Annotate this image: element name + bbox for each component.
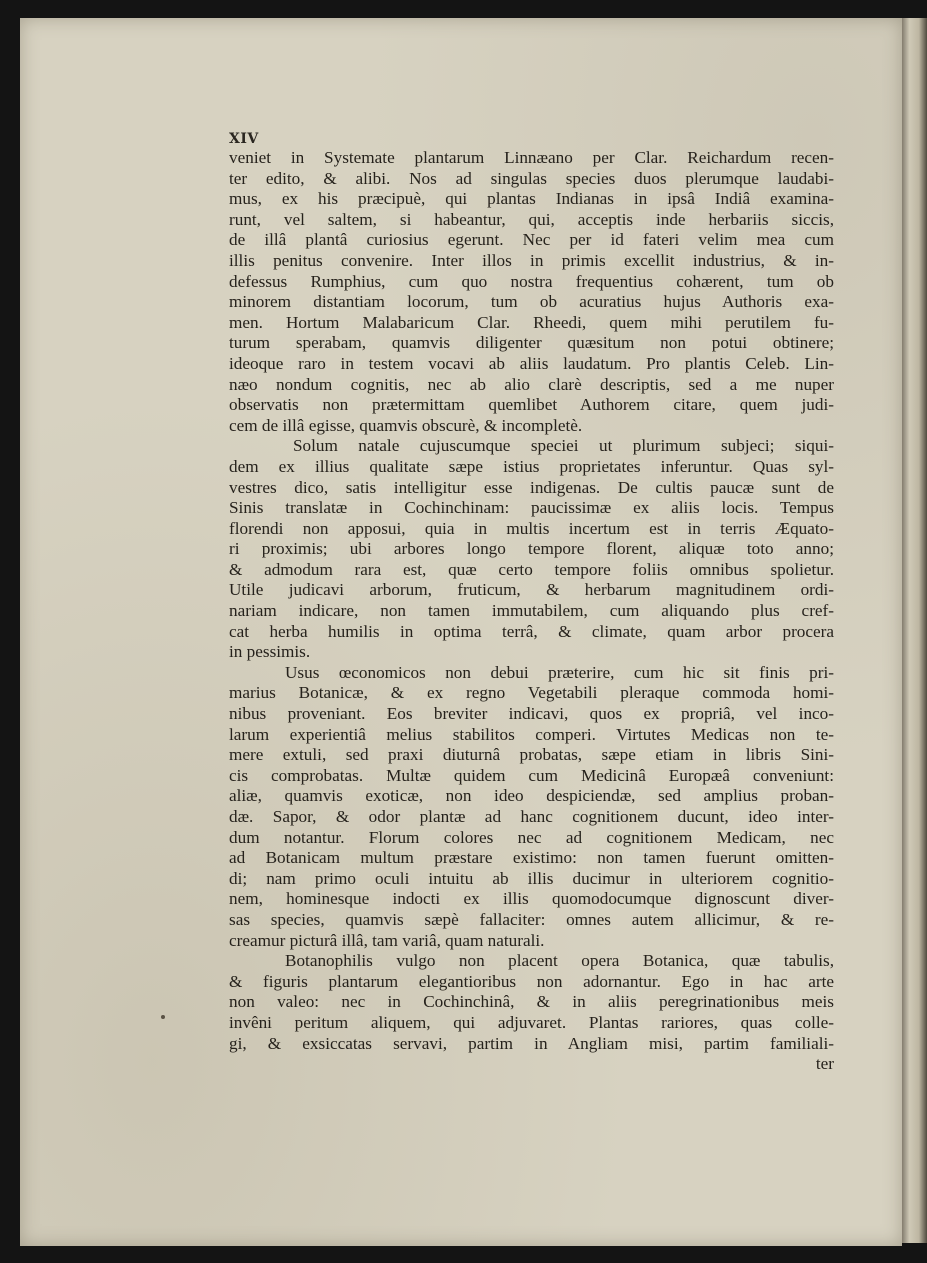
catchword: ter <box>815 1054 834 1074</box>
text-line: nem, hominesque indocti ex illis quomodocumque dignoscunt diver- <box>229 889 834 909</box>
text-line: & admodum rara est, quæ certo tempore foliis omnibus spolietur. <box>229 559 834 579</box>
text-line: mus, ex his præcipuè, qui plantas Indianas in ipsâ Indiâ examina- <box>229 189 834 209</box>
text-line: ter edito, & alibi. Nos ad singulas species duos plerumque laudabi- <box>229 168 834 188</box>
text-line: ad Botanicam multum præstare existimo: non tamen fuerunt omitten- <box>229 848 834 868</box>
text-line: di; nam primo oculi intuitu ab illis ducimur in ulteriorem cognitio- <box>229 868 834 888</box>
text-line: Utile judicavi arborum, fruticum, & herbarum magnitudinem ordi- <box>229 580 834 600</box>
text-line: Sinis translatæ in Cochinchinam: paucissimæ ex aliis locis. Tempus <box>229 498 834 518</box>
text-line: in pessimis. <box>229 642 311 662</box>
text-line: men. Hortum Malabaricum Clar. Rheedi, quem mihi perutilem fu- <box>229 312 834 332</box>
next-page-edge <box>900 18 927 1243</box>
text-line: gi, & exsiccatas servavi, partim in Angliam misi, partim familiali- <box>229 1033 834 1053</box>
text-line: nariam indicare, non tamen immutabilem, cum aliquando plus cref- <box>229 601 834 621</box>
text-line: defessus Rumphius, cum quo nostra frequentius cohærent, tum ob <box>229 271 834 291</box>
text-line: non valeo: nec in Cochinchinâ, & in aliis peregrinationibus meis <box>229 992 834 1012</box>
text-line: & figuris plantarum elegantioribus non adornantur. Ego in hac arte <box>229 971 834 991</box>
text-line: Solum natale cujuscumque speciei ut plurimum subjeci; siqui- <box>293 436 834 456</box>
text-line: minorem distantiam locorum, tum ob acuratius hujus Authoris exa- <box>229 292 834 312</box>
text-line: cem de illâ egisse, quamvis obscurè, & incompletè. <box>229 415 583 435</box>
text-line: runt, vel saltem, si habeantur, qui, acceptis inde herbariis siccis, <box>229 209 834 229</box>
text-line: sas species, quamvis sæpè fallaciter: omnes autem allicimur, & re- <box>229 909 834 929</box>
text-line: vestres dico, satis intelligitur esse indigenas. De cultis paucæ sunt de <box>229 477 834 497</box>
text-line: florendi non apposui, quia in multis incertum est in terris Æquato- <box>229 518 834 538</box>
text-line: Usus œconomicos non debui præterire, cum hic sit finis pri- <box>285 662 834 682</box>
text-line: marius Botanicæ, & ex regno Vegetabili pleraque commoda homi- <box>229 683 834 703</box>
text-line: næo nondum cognitis, nec ab alio clarè descriptis, sed a me nuper <box>229 374 834 394</box>
text-line: de illâ plantâ curiosius egerunt. Nec per id fateri velim mea cum <box>229 230 834 250</box>
text-line: dæ. Sapor, & odor plantæ ad hanc cognitionem ducunt, ideo inter- <box>229 807 834 826</box>
text-line: ri proximis; ubi arbores longo tempore florent, aliquæ toto anno; <box>229 539 834 559</box>
text-line: dem ex illius qualitate sæpe istius proprietates inferuntur. Quas syl- <box>229 456 834 476</box>
text-line: larum experientiâ melius stabilitos comperi. Virtutes Medicas non te- <box>229 724 834 744</box>
text-line: observatis non prætermittam quemlibet Authorem citare, quem judi- <box>229 395 834 415</box>
text-line: mere extuli, sed praxi diuturnâ probatas, sæpe etiam in libris Sini- <box>229 745 834 765</box>
text-line: cat herba humilis in optima terrâ, & climate, quam arbor procera <box>229 621 834 641</box>
text-line: ideoque raro in testem vocavi ab aliis laudatum. Pro plantis Celeb. Lin- <box>229 353 834 373</box>
text-line: cis comprobatas. Multæ quidem cum Medicinâ Europæâ conveniunt: <box>229 765 834 785</box>
text-line: turum sperabam, quamvis diligenter quæsitum non potui obtinere; <box>229 333 834 353</box>
text-line: Botanophilis vulgo non placent opera Botanica, quæ tabulis, <box>285 951 834 971</box>
text-line: nibus proveniant. Eos breviter indicavi, quos ex propriâ, vel inco- <box>229 704 834 724</box>
text-line: dum notantur. Florum colores nec ad cognitionem Medicam, nec <box>229 827 834 847</box>
page-number: XIV <box>229 131 259 147</box>
text-line: illis penitus convenire. Inter illos in primis excellit industrius, & in- <box>229 250 834 270</box>
text-line: veniet in Systemate plantarum Linnæano per Clar. Reichardum recen- <box>229 148 834 167</box>
text-line: aliæ, quamvis exoticæ, non ideo despiciendæ, sed amplius proban- <box>229 786 834 806</box>
paper-spot <box>161 1015 165 1019</box>
text-line: invêni peritum aliquem, qui adjuvaret. Plantas rariores, quas colle- <box>229 1012 834 1032</box>
body-text <box>229 148 834 1075</box>
text-line: creamur picturâ illâ, tam variâ, quam naturali. <box>229 930 545 950</box>
